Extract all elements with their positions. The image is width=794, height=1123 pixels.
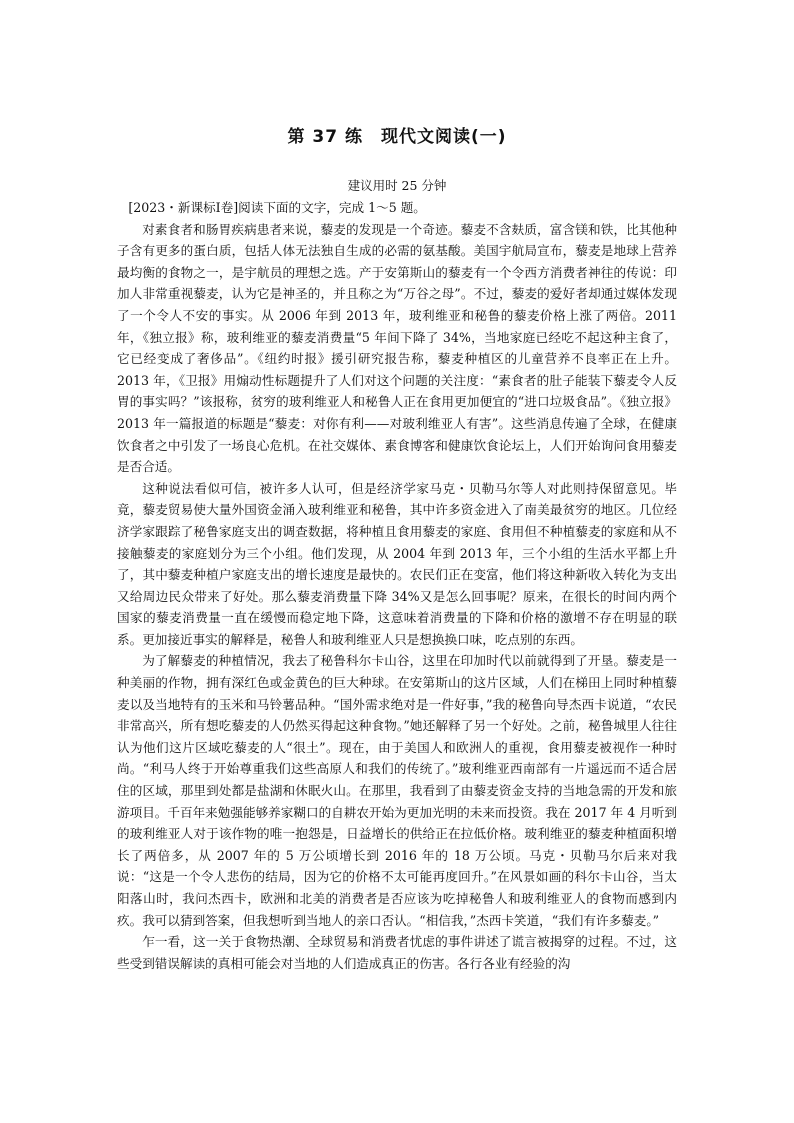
paragraph-3: 为了解藜麦的种植情况，我去了秘鲁科尔卡山谷，这里在印加时代以前就得到了开垦。藜麦是一种美丽的作物，拥有深红色或金黄色的巨大种球。在安第斯山的这片区域，人们在梯田上同时种植藜麦以及当地特有的玉米和马铃薯品种。“国外需求绝对是一件好事，”我的秘鲁向导杰西卡说道，“农民非常高兴，所有想吃藜麦的人仍然买得起这种食物。”她还解释了另一个好处。之前，秘鲁城里人往往认为他们这片区域吃藜麦的人“很土”。现在，由于美国人和欧洲人的重视，食用藜麦被视作一种时尚。“利马人终于开始尊重我们这些高原人和我们的传统了。”玻利维亚西南部有一片遥远而不适合居住的区域，那里到处都是盐湖和休眠火山。在那里，我看到了由藜麦资金支持的当地急需的开发和旅游项目。千百年来勉强能够养家糊口的自耕农开始为更加光明的未来而投资。我在 2017 年 4 月听到的玻利维亚人对于该作物的唯一抱怨是，日益增长的供给正在拉低价格。玻利维亚的藜麦种植面积增长了两倍多，从 2007 年的 5 万公顷增长到 2016 年的 18 万公顷。马克・贝勒马尔后来对我说：“这是一个令人悲伤的结局，因为它的价格不太可能再度回升。”在风景如画的科尔卡山谷，当太阳落山时，我问杰西卡，欧洲和北美的消费者是否应该为吃掉秘鲁人和玻利维亚人的食物而感到内疚。我可以猜到答案，但我想听到当地人的亲口否认。“相信我，”杰西卡笑道，“我们有许多藜麦。” — [117, 653, 677, 928]
article-body — [117, 197, 677, 974]
page-title: 第 37 练 现代文阅读(一) — [287, 127, 507, 147]
paragraph-4: 乍一看，这一关于食物热潮、全球贸易和消费者忧虑的事件讲述了谎言被揭穿的过程。不过，这些受到错误解读的真相可能会对当地的人们造成真正的伤害。各行各业有经验的沟 — [117, 934, 677, 971]
paragraph-2: 这种说法看似可信，被许多人认可，但是经济学家马克・贝勒马尔等人对此则持保留意见。毕竟，藜麦贸易使大量外国资金涌入玻利维亚和秘鲁，其中许多资金进入了南美最贫穷的地区。几位经济学家跟踪了秘鲁家庭支出的调查数据，将种植且食用藜麦的家庭、食用但不种植藜麦的家庭和从不接触藜麦的家庭划分为三个小组。他们发现，从 2004 年到 2013 年，三个小组的生活水平都上升了，其中藜麦种植户家庭支出的增长速度是最快的。农民们正在变富，他们将这种新收入转化为支出又给周边民众带来了好处。那么藜麦消费量下降 34%又是怎么回事呢？原来，在很长的时间内两个国家的藜麦消费量一直在缓慢而稳定地下降，这意味着消费量的下降和价格的激增不存在明显的联系。更加接近事实的解释是，秘鲁人和玻利维亚人只是想换换口味，吃点别的东西。 — [117, 480, 677, 647]
paragraph-1: 对素食者和肠胃疾病患者来说，藜麦的发现是一个奇迹。藜麦不含麸质，富含镁和铁，比其他种子含有更多的蛋白质，包括人体无法独自生成的必需的氨基酸。美国宇航局宣布，藜麦是地球上营养最均衡的食物之一，是宇航员的理想之选。产于安第斯山的藜麦有一个令西方消费者神往的传说：印加人非常重视藜麦，认为它是神圣的，并且称之为“万谷之母”。不过，藜麦的爱好者却通过媒体发现了一个令人不安的事实。从 2006 年到 2013 年，玻利维亚和秘鲁的藜麦价格上涨了两倍。2011 年，《独立报》称，玻利维亚的藜麦消费量“5 年间下降了 34%，当地家庭已经吃不起这种主食了，它已经变成了奢侈品”。《纽约时报》援引研究报告称，藜麦种植区的儿童营养不良率正在上升。2013 年，《卫报》用煽动性标题提升了人们对这个问题的关注度：“素食者的肚子能装下藜麦令人反胃的事实吗？”该报称，贫穷的玻利维亚人和秘鲁人正在食用更加便宜的“进口垃圾食品”。《独立报》2013 年一篇报道的标题是“藜麦：对你有利——对玻利维亚人有害”。这些消息传遍了全球，在健康饮食者之中引发了一场良心危机。在社交媒体、素食博客和健康饮食论坛上，人们开始询问食用藜麦是否合适。 — [117, 221, 677, 475]
source-line: [2023・新课标Ⅰ卷]阅读下面的文字，完成 1～5 题。 — [128, 200, 426, 215]
time-hint: 建议用时 25 分钟 — [347, 178, 447, 193]
